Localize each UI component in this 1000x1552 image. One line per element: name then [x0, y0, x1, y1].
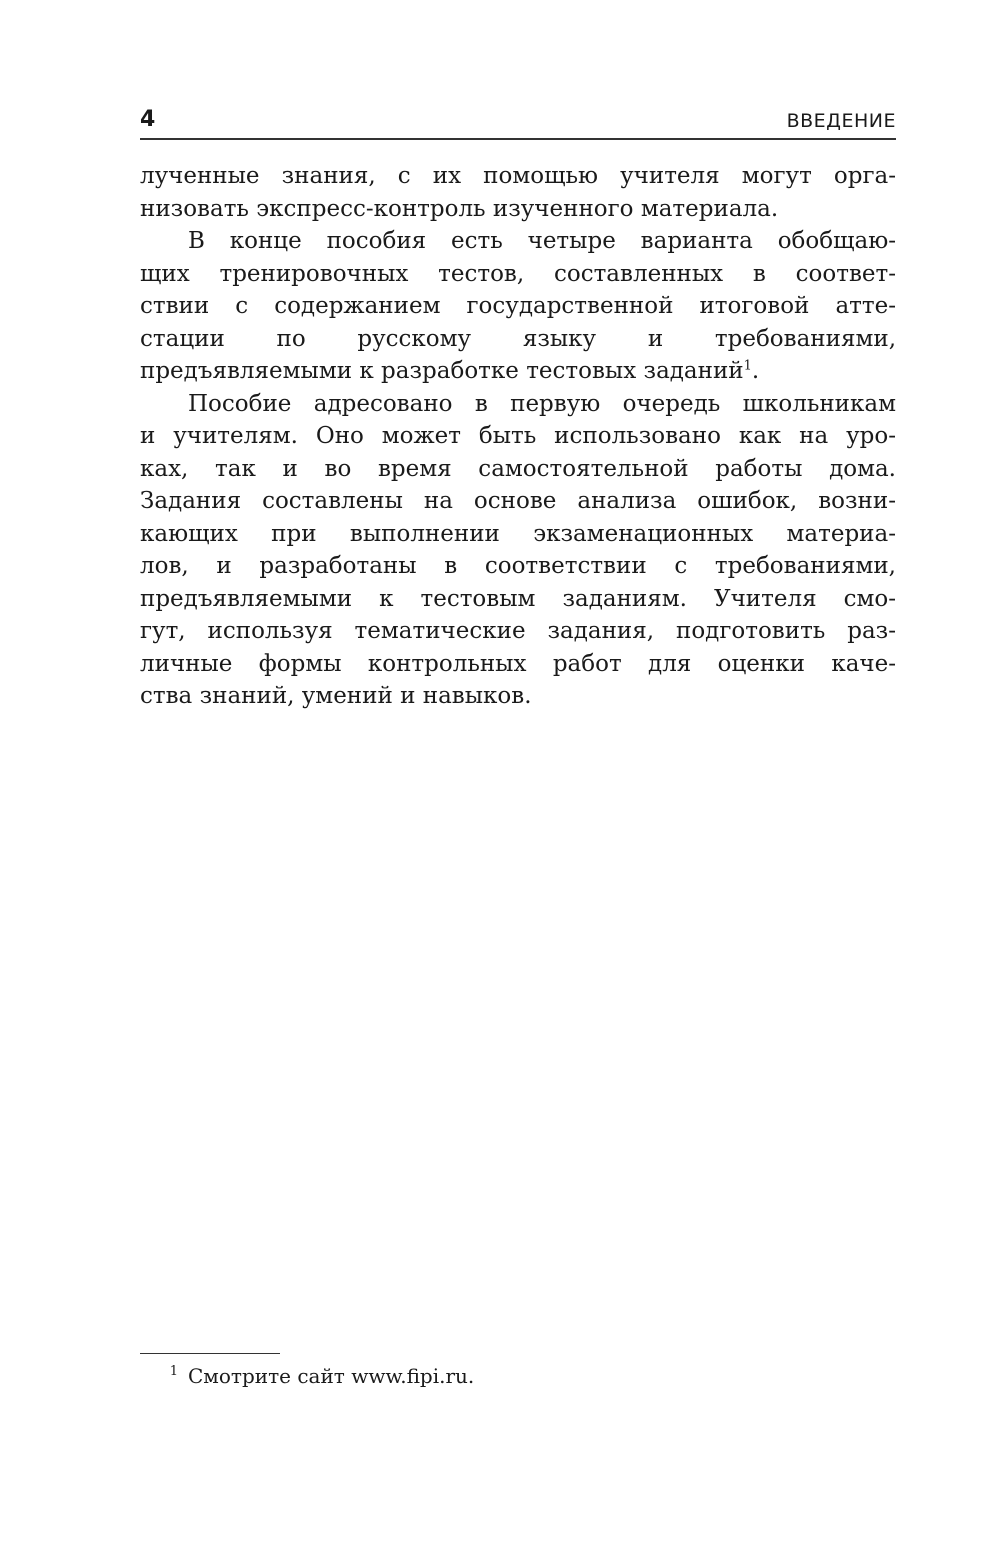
text-line: ствии с содержанием государственной итоговой атте- [140, 293, 896, 319]
paragraph [140, 225, 896, 388]
text-line-with-footnote [140, 355, 896, 388]
text-line: щих тренировочных тестов, составленных в соответ- [140, 260, 896, 287]
text-line: В конце пособия есть четыре варианта обобщаю- [188, 228, 896, 254]
running-header [140, 106, 896, 140]
text-line: Задания составлены на основе анализа ошибок, возни- [140, 488, 896, 514]
paragraph [140, 388, 896, 713]
section-title: ВВЕДЕНИЕ [786, 110, 896, 132]
text-line: кающих при выполнении экзаменационных материа- [140, 520, 896, 547]
footnote-reference: 1 [743, 358, 752, 374]
text-line: низовать экспресс-контроль изученного материала. [140, 195, 779, 222]
footnote-text: Смотрите сайт www.fipi.ru. [188, 1364, 475, 1388]
footnote-separator [140, 1353, 280, 1354]
text-line: стации по русскому языку и требованиями, [140, 325, 896, 352]
text-line: ства знаний, умений и навыков. [140, 683, 532, 709]
main-text [140, 160, 896, 713]
end-punctuation: . [751, 358, 760, 384]
text-line: ках, так и во время самостоятельной работы дома. [140, 455, 896, 482]
text-line: предъявляемыми к тестовым заданиям. Учителя смо- [140, 585, 896, 612]
text-line: лов, и разработаны в соответствии с требованиями, [140, 553, 896, 579]
page-number: 4 [140, 107, 156, 132]
text-line: предъявляемыми к разработке тестовых заданий [140, 358, 744, 384]
text-line: гут, используя тематические задания, подготовить раз- [140, 618, 896, 644]
paragraph [140, 160, 896, 225]
footnote: 1 Смотрите сайт www.fipi.ru. [169, 1364, 475, 1388]
text-line: Пособие адресовано в первую очередь школьникам [188, 390, 896, 417]
text-line: и учителям. Оно может быть использовано как на уро- [140, 423, 896, 449]
text-line: лученные знания, с их помощью учителя могут орга- [140, 163, 896, 189]
text-line: личные формы контрольных работ для оценки каче- [140, 650, 896, 677]
